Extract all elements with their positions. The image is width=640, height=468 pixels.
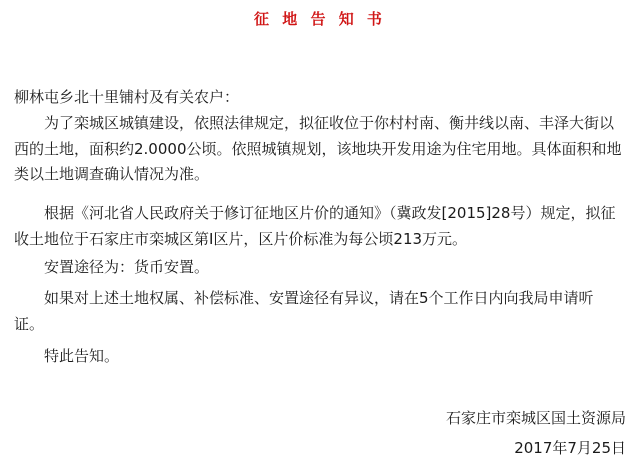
- paragraph-resettlement: 安置途径为：货币安置。: [44, 258, 210, 276]
- paragraph-purpose: 为了栾城区城镇建设，依照法律规定，拟征收位于你村村南、衡井线以南、丰泽大街以西的土地，面积约2.0000公顷。依照城镇规划，该地块开发用途为住宅用地。具体面积和地类以土地调查确认情况为准。: [14, 114, 622, 183]
- addressee: 柳林屯乡北十里铺村及有关农户：: [14, 88, 240, 106]
- paragraph-compensation-basis: 根据《河北省人民政府关于修订征地区片价的通知》（冀政发[2015]28号）规定，拟征收土地位于石家庄市栾城区第Ⅰ区片，区片价标准为每公顷213万元。: [14, 204, 616, 248]
- issuer-signature: 石家庄市栾城区国土资源局: [445, 409, 626, 427]
- document-title: 征 地 告 知 书: [254, 10, 386, 28]
- paragraph-hearing-request: 如果对上述土地权属、补偿标准、安置途径有异议，请在5个工作日内向我局申请听证。: [14, 289, 594, 333]
- issue-date: 2017年7月25日: [514, 439, 626, 457]
- paragraph-closing: 特此告知。: [44, 347, 120, 365]
